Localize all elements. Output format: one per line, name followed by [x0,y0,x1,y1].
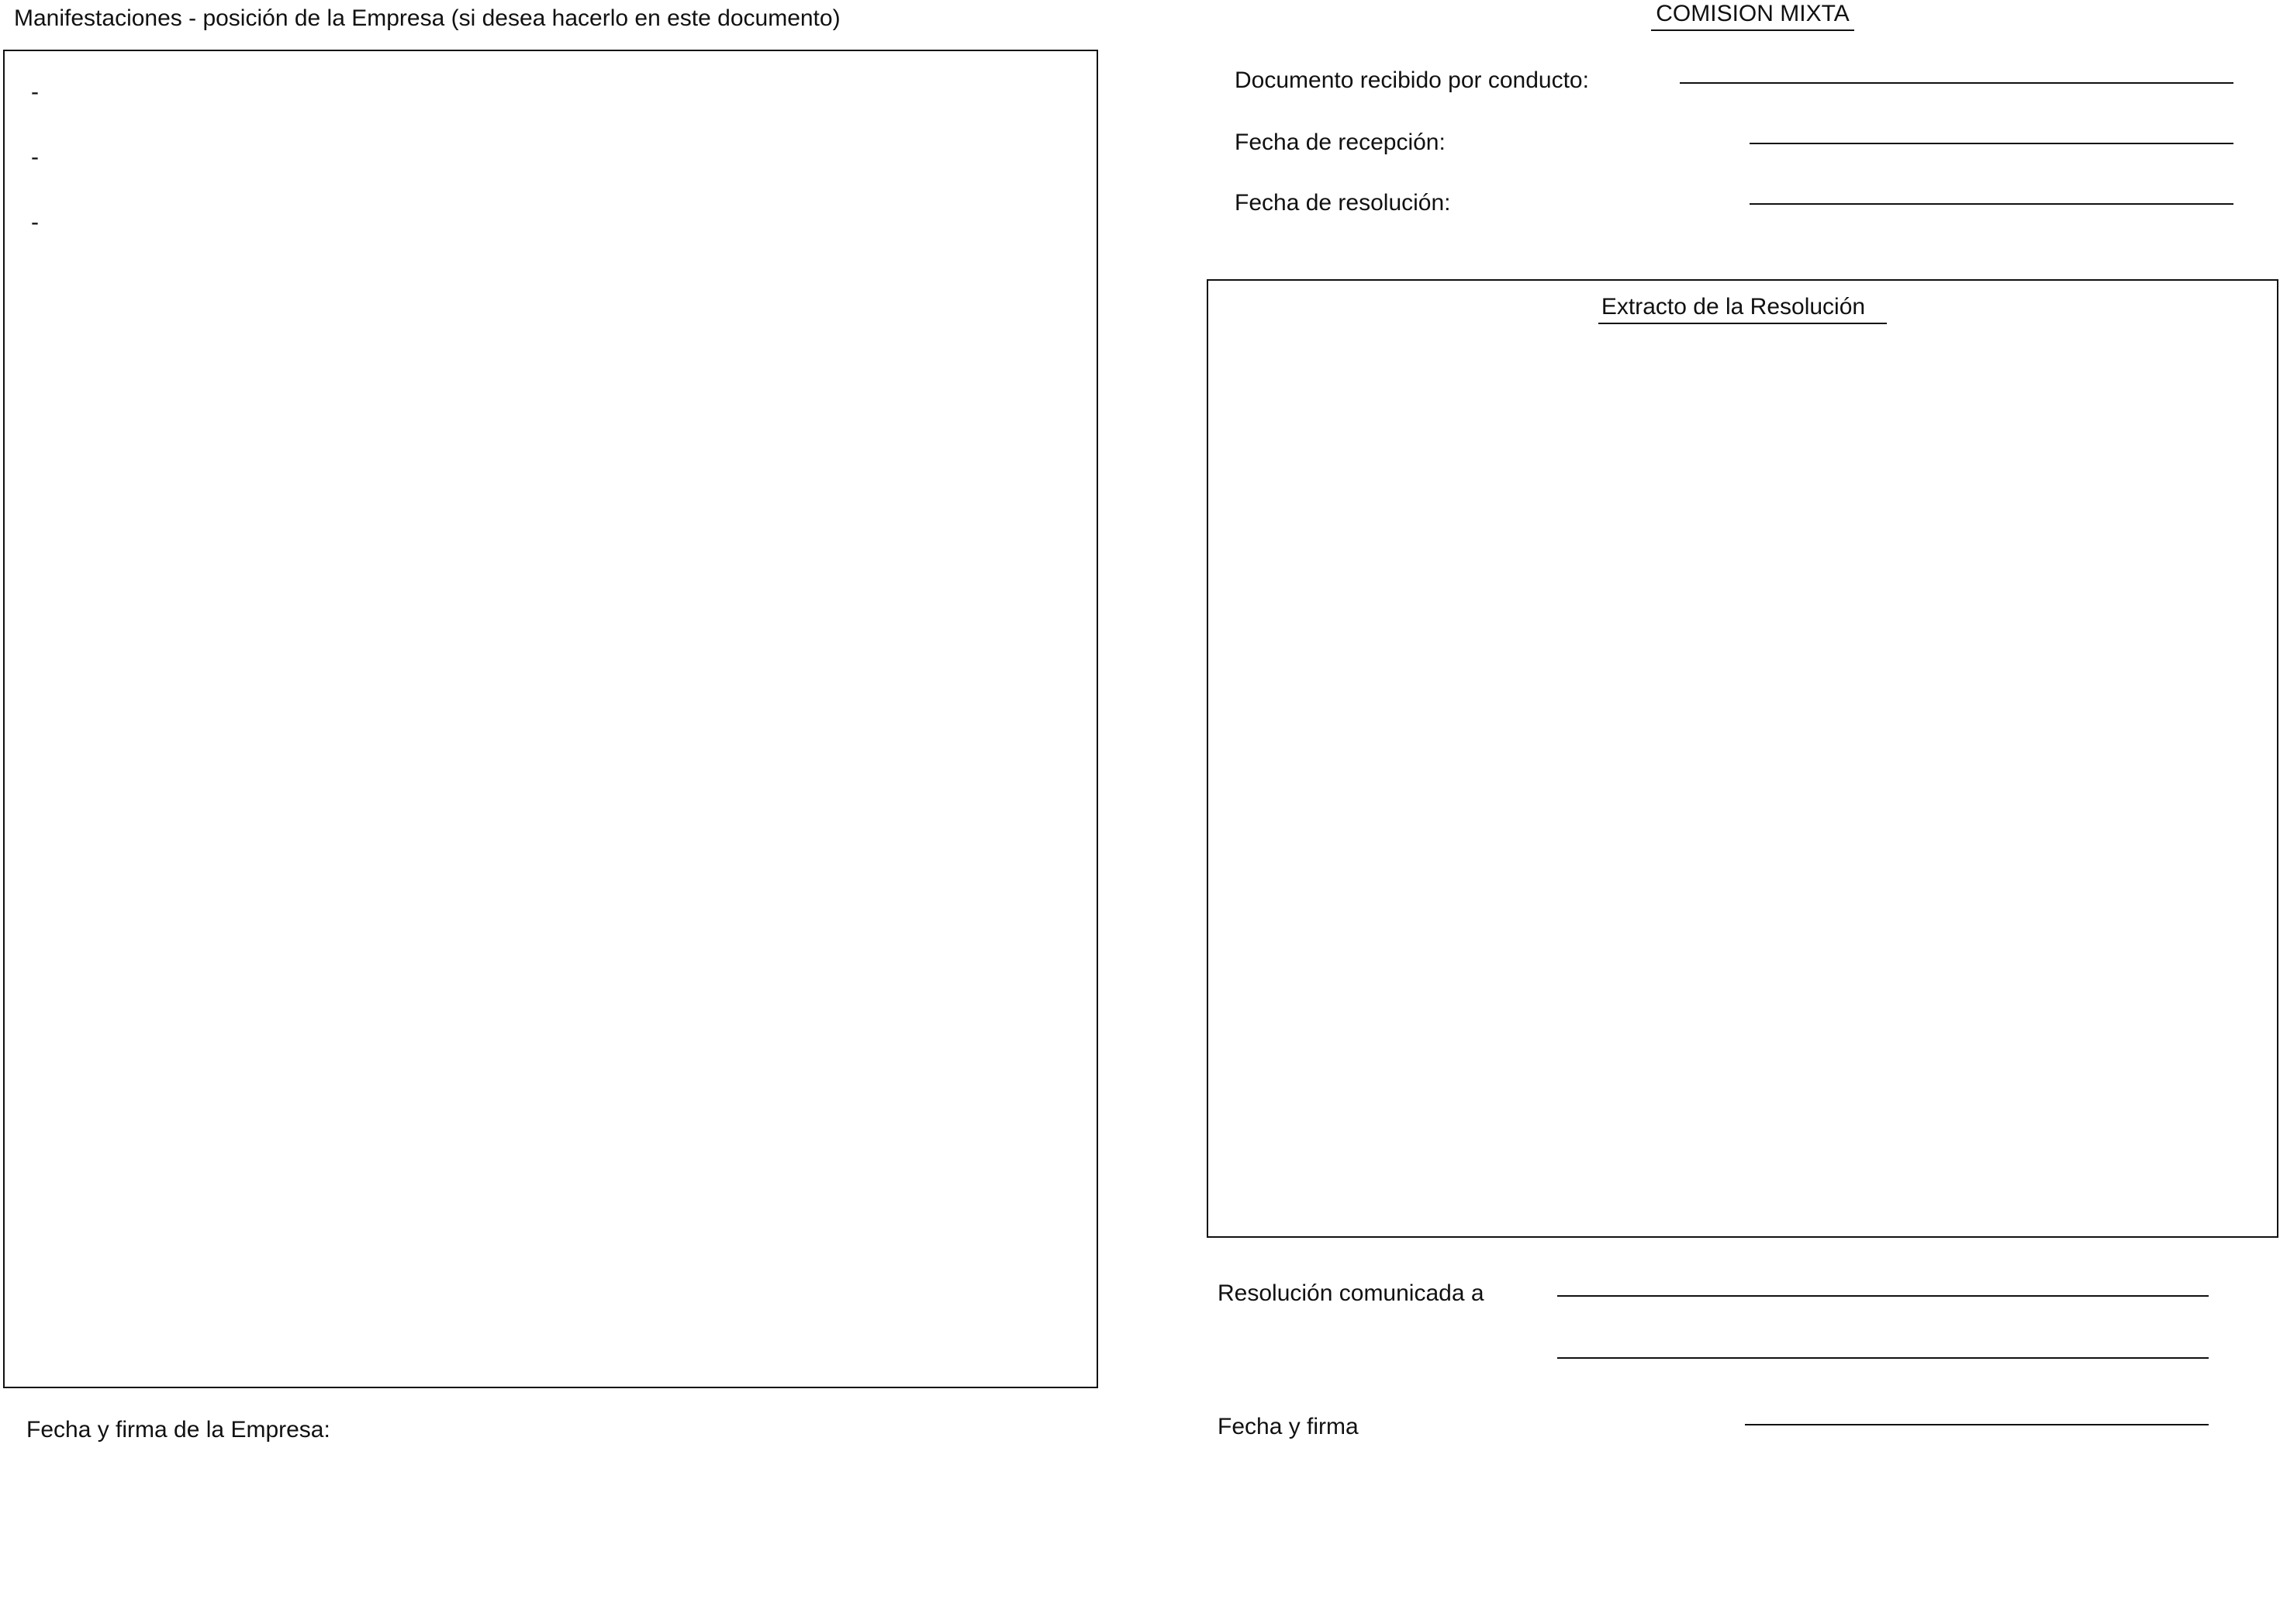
resolution-extract-title: Extracto de la Resolución [1598,293,1887,324]
empresa-section-heading: Manifestaciones - posición de la Empresa (si desea hacerlo en este documento) [14,5,841,31]
reception-date-label: Fecha de recepción: [1235,130,1446,155]
resolution-communicated-label: Resolución comunicada a [1218,1280,1484,1306]
empresa-statement-box[interactable] [3,50,1098,1388]
resolution-communicated-field-2[interactable] [1557,1357,2209,1359]
document-received-field[interactable] [1680,82,2233,84]
comision-mixta-heading: COMISION MIXTA [1651,0,1853,31]
bullet-marker: - [31,79,39,105]
commission-date-signature-label: Fecha y firma [1218,1414,1359,1439]
resolution-extract-box[interactable] [1207,279,2278,1238]
resolution-date-label: Fecha de resolución: [1235,190,1451,216]
bullet-marker: - [31,209,39,235]
bullet-marker: - [31,144,39,170]
document-received-label: Documento recibido por conducto: [1235,67,1589,93]
commission-date-signature-field[interactable] [1745,1424,2209,1425]
reception-date-field[interactable] [1750,143,2233,144]
empresa-date-signature-label: Fecha y firma de la Empresa: [26,1417,330,1443]
resolution-communicated-field-1[interactable] [1557,1295,2209,1297]
resolution-date-field[interactable] [1750,203,2233,205]
